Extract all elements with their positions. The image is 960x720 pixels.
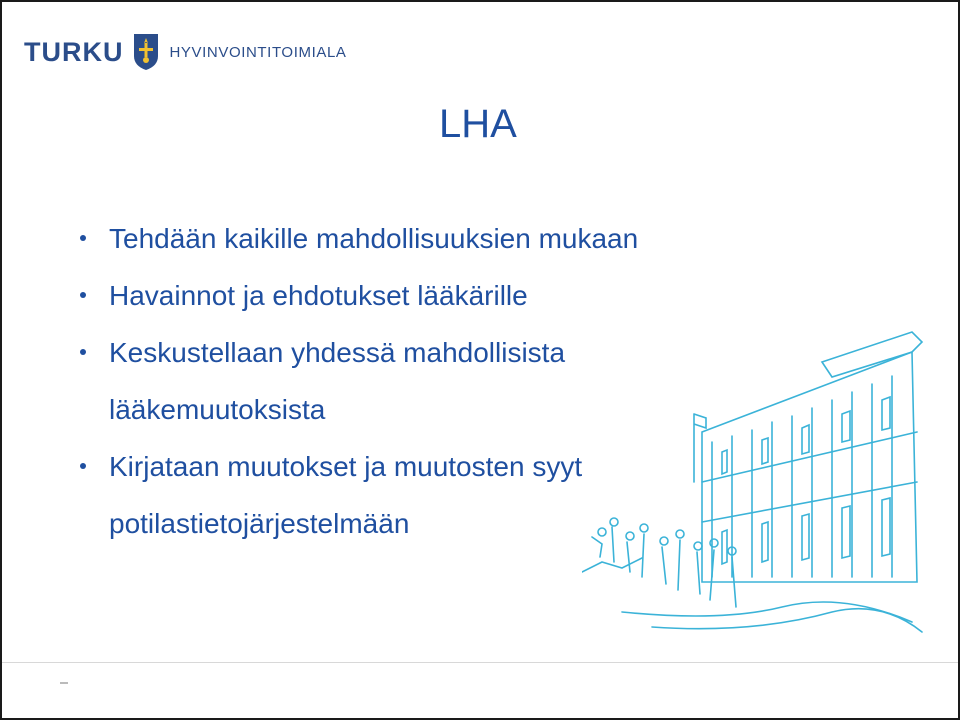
bullet-list — [80, 210, 760, 552]
turku-logo — [24, 32, 347, 72]
bullet-dot-icon — [80, 292, 86, 298]
slide-title: LHA — [439, 102, 517, 146]
bullet-text: Kirjataan muutokset ja muutosten syyt potilastietojärjestelmään — [109, 451, 583, 539]
bullet-item — [80, 324, 760, 438]
bullet-item — [80, 210, 760, 267]
bullet-text: Havainnot ja ehdotukset lääkärille — [109, 280, 528, 311]
bullet-dot-icon — [80, 235, 86, 241]
footer-divider — [2, 662, 958, 663]
bullet-dot-icon — [80, 463, 86, 469]
logo-city-name: TURKU — [24, 36, 124, 67]
turku-coat-of-arms-icon — [132, 32, 160, 72]
bullet-dot-icon — [80, 349, 86, 355]
logo-department: HYVINVOINTITOIMIALA — [169, 43, 347, 61]
bullet-text: Keskustellaan yhdessä mahdollisista lääkemuutoksista — [109, 337, 566, 425]
bullet-item — [80, 267, 760, 324]
footer-mark — [60, 682, 68, 684]
bullet-text: Tehdään kaikille mahdollisuuksien mukaan — [109, 223, 639, 254]
bullet-item — [80, 438, 760, 552]
